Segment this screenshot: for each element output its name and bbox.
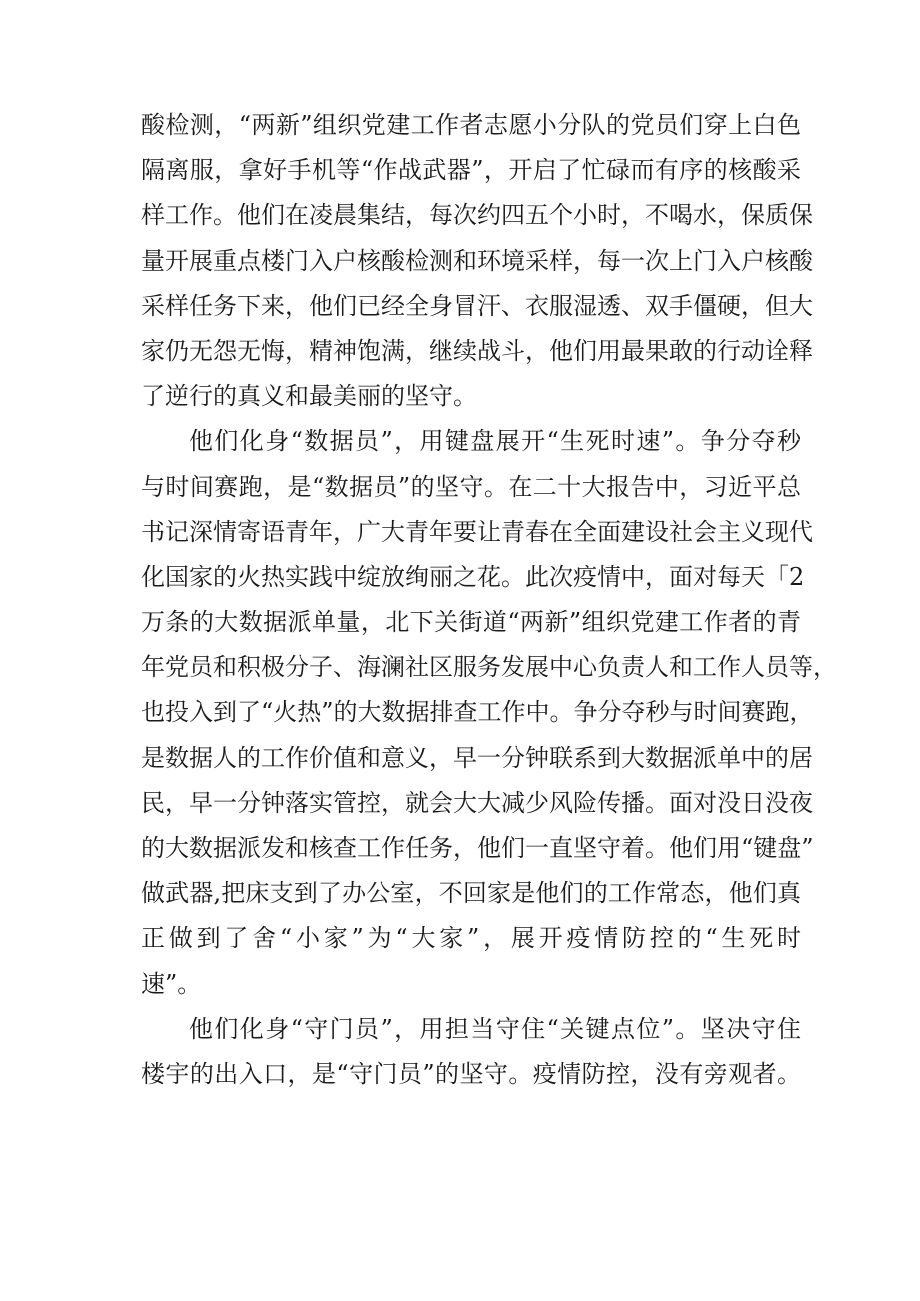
text-line: 是数据人的工作价值和意义，早一分钟联系到大数据派单中的居 [141,743,813,772]
text-line: 量开展重点楼门入户核酸检测和环境采样，每一次上门入户核酸 [141,246,813,275]
text-line: 年党员和积极分子、海澜社区服务发展中心负责人和工作人员等， [141,653,837,682]
text-line: 了逆行的真义和最美丽的坚守。 [141,382,477,411]
body-text [141,103,837,1097]
paragraph-3 [141,1007,801,1097]
text-line: 民，早一分钟落实管控，就会大大减少风险传播。面对没日没夜 [141,788,813,817]
text-line: 万条的大数据派单量，北下关街道“两新”组织党建工作者的青 [141,608,801,637]
text-line: 化国家的火热实践中绽放绚丽之花。此次疫情中，面对每天「2 [141,562,805,591]
text-line: 的大数据派发和核查工作任务，他们一直坚守着。他们用“键盘” [141,834,814,862]
text-line: 酸检测，“两新”组织党建工作者志愿小分队的党员们穿上白色 [141,111,801,139]
text-line: 他们化身“守门员”，用担当守住“关键点位”。坚决守住 [189,1014,801,1043]
text-line: 隔离服，拿好手机等“作战武器”，开启了忙碌而有序的核酸采 [141,156,801,185]
text-line: 家仍无怨无悔，精神饱满，继续战斗，他们用最果敢的行动诠释 [141,336,813,365]
text-line: 采样任务下来，他们已经全身冒汗、衣服湿透、双手僵硬，但大 [141,291,813,320]
text-line: 速”。 [141,969,202,998]
text-line: 样工作。他们在凌晨集结，每次约四五个小时，不喝水，保质保 [141,201,813,230]
paragraph-1 [141,103,813,419]
text-line: 正做到了舍“小家”为“大家”，展开疫情防控的“生死时 [141,924,801,953]
text-line: 他们化身“数据员”，用键盘展开“生死时速”。争分夺秒 [189,427,801,456]
text-line: 也投入到了“火热”的大数据排查工作中。争分夺秒与时间赛跑， [141,698,814,727]
paragraph-2 [141,419,837,1006]
text-line: 与时间赛跑，是“数据员”的坚守。在二十大报告中，习近平总 [141,472,801,501]
text-line: 书记深情寄语青年，广大青年要让青春在全面建设社会主义现代 [141,517,813,546]
text-line: 做武器,把床支到了办公室，不回家是他们的工作常态，他们真 [141,879,801,908]
text-line: 楼宇的出入口，是“守门员”的坚守。疫情防控，没有旁观者。 [141,1059,801,1088]
